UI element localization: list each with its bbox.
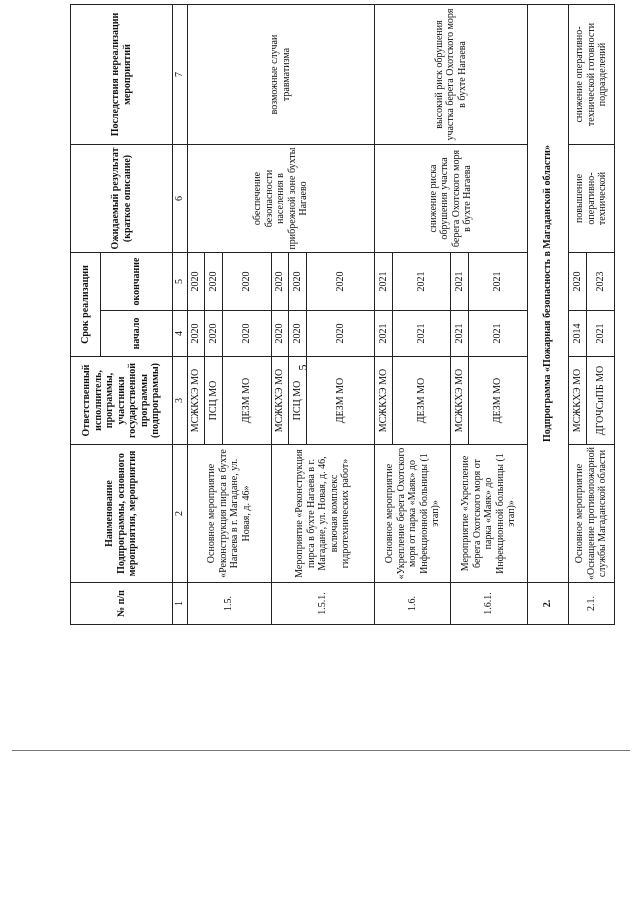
row-executor: ДЕЗМ МО — [392, 357, 451, 445]
row-end: 2023 — [587, 253, 615, 311]
row-name: Основное мероприятие «Укрепление берега Охотского моря от парка «Маяк» до Инфекционной больницы (1 этап)» — [375, 445, 451, 583]
row-name: Мероприятие «Укрепление берега Охотского моря от парка «Маяк» до Инфекционной больницы (1 этап)» — [451, 445, 527, 583]
row-executor: ДЕЗМ МО — [469, 357, 528, 445]
col-number-7: 7 — [173, 5, 188, 145]
col-number-5: 5 — [173, 253, 188, 311]
col-number-6: 6 — [173, 145, 188, 253]
row-start: 2020 — [205, 311, 223, 357]
row-expected: повышение оперативно-технической — [569, 145, 615, 253]
row-start: 2014 — [569, 311, 587, 357]
col-number-1: 1 — [173, 583, 188, 625]
page-number: 5 — [295, 364, 310, 371]
row-start: 2021 — [375, 311, 393, 357]
header-start: начало — [101, 311, 173, 357]
row-number: 2.1. — [569, 583, 615, 625]
row-expected: снижение риска обрушения участка берега Охотского моря в бухте Нагаева — [375, 145, 527, 253]
row-start: 2021 — [392, 311, 451, 357]
row-start: 2020 — [271, 311, 289, 357]
row-executor: ДЕЗМ МО — [222, 357, 271, 445]
header-period: Срок реализации — [71, 253, 101, 357]
header-name: Наименование Подпрограммы, основного мероприятия, мероприятия — [71, 445, 173, 583]
row-end: 2020 — [187, 253, 205, 311]
row-executor: ПСЦ МО — [205, 357, 223, 445]
row-start: 2020 — [187, 311, 205, 357]
header-expected: Ожидаемый результат (краткое описание) — [71, 145, 173, 253]
row-start: 2021 — [587, 311, 615, 357]
page-divider — [12, 750, 630, 751]
col-number-2: 2 — [173, 445, 188, 583]
subprogram-title: Подпрограмма «Пожарная безопасность в Магаданской области» — [527, 5, 568, 583]
row-expected: обеспечение безопасности населения в прибрежной зоне бухты Нагаево — [187, 145, 375, 253]
row-end: 2021 — [469, 253, 528, 311]
row-executor: МСЖКХЭ МО — [451, 357, 469, 445]
row-number: 1.6.1. — [451, 583, 527, 625]
row-consequences: высокий риск обрушения участка берега Охотского моря в бухте Нагаева — [375, 5, 527, 145]
row-end: 2021 — [451, 253, 469, 311]
header-executor: Ответственный исполнитель, программы, участники государственной программы (подпрограммы) — [71, 357, 173, 445]
row-executor: ДГОЧСиПБ МО — [587, 357, 615, 445]
row-executor: МСЖКХЭ МО — [187, 357, 205, 445]
row-end: 2020 — [205, 253, 223, 311]
row-executor: МСЖКХЭ МО — [569, 357, 587, 445]
subprogram-number: 2. — [527, 583, 568, 625]
row-end: 2020 — [306, 253, 374, 311]
row-start: 2020 — [289, 311, 307, 357]
row-start: 2021 — [451, 311, 469, 357]
row-start: 2020 — [222, 311, 271, 357]
row-executor: МСЖКХЭ МО — [271, 357, 289, 445]
activities-table — [70, 4, 615, 625]
row-consequences: возможные случаи травматизма — [187, 5, 375, 145]
row-name: Основное мероприятие «Оснащение противопожарной службы Магаданской области — [569, 445, 615, 583]
header-end: окончание — [101, 253, 173, 311]
row-name: Мероприятие «Реконструкция пирса в бухте Нагаева в г. Магадане, ул. Новая, д. 46, включая комплекс гидротехнических работ» — [271, 445, 375, 583]
row-end: 2020 — [569, 253, 587, 311]
row-end: 2020 — [271, 253, 289, 311]
row-consequences: снижение оперативно-технической готовности подразделений — [569, 5, 615, 145]
row-start: 2020 — [306, 311, 374, 357]
row-end: 2020 — [222, 253, 271, 311]
row-number: 1.6. — [375, 583, 451, 625]
rotated-table-container — [70, 5, 615, 625]
header-number: № п/п — [71, 583, 173, 625]
col-number-3: 3 — [173, 357, 188, 445]
row-end: 2020 — [289, 253, 307, 311]
row-start: 2021 — [469, 311, 528, 357]
row-executor: МСЖКХЭ МО — [375, 357, 393, 445]
header-consequences: Последствия нереализации мероприятий — [71, 5, 173, 145]
row-executor: ДЕЗМ МО — [306, 357, 374, 445]
row-end: 2021 — [392, 253, 451, 311]
col-number-4: 4 — [173, 311, 188, 357]
row-number: 1.5. — [187, 583, 271, 625]
row-executor: ПСЦ МО — [289, 357, 307, 445]
row-end: 2021 — [375, 253, 393, 311]
row-number: 1.5.1. — [271, 583, 375, 625]
row-name: Основное мероприятие «Реконструкция пирса в бухте Нагаева в г. Магадане, ул. Новая, д. 46» — [187, 445, 271, 583]
